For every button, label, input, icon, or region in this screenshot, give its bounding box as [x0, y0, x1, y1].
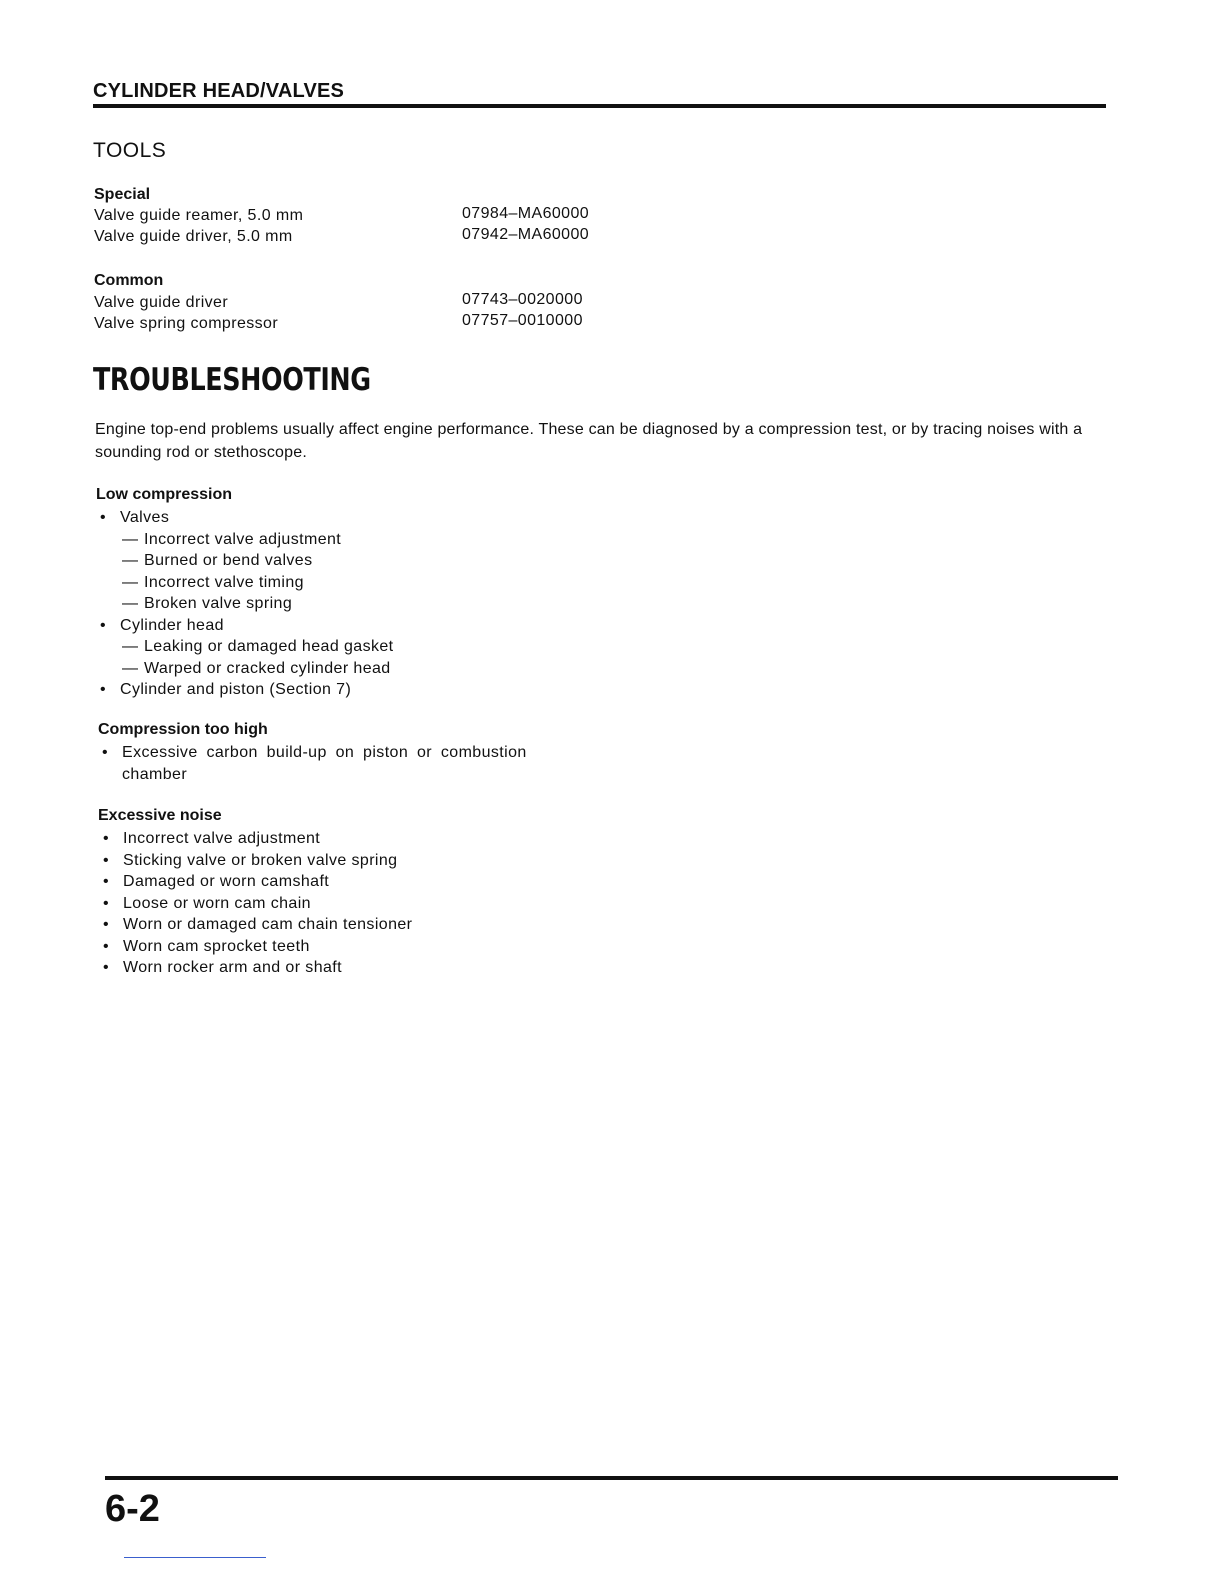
bullet-icon: • [102, 744, 109, 761]
bullet-icon: • [103, 851, 110, 869]
list-item: • Worn cam sprocket teeth [123, 936, 412, 958]
header-rule [93, 104, 1106, 108]
excessive-noise-list [103, 828, 413, 979]
troubleshooting-title: TROUBLESHOOTING [93, 362, 371, 398]
list-item: • Damaged or worn camshaft [123, 871, 412, 893]
tools-title: TOOLS [93, 139, 167, 162]
footer-rule [105, 1476, 1118, 1480]
excessive-noise-label: Excessive noise [98, 807, 222, 824]
list-item: • Sticking valve or broken valve spring [123, 850, 412, 872]
list-item: • Cylinder head [120, 615, 394, 637]
section-header: CYLINDER HEAD/VALVES [93, 80, 345, 102]
low-compression-label: Low compression [96, 486, 233, 503]
list-item: — Broken valve spring [144, 593, 394, 615]
dash-icon: — [122, 573, 139, 591]
common-tool-part: 07757–0010000 [462, 312, 583, 329]
dash-icon: — [122, 552, 139, 569]
bullet-icon: • [100, 681, 107, 698]
special-tools-label: Special [94, 186, 151, 203]
list-item: • Cylinder and piston (Section 7) [120, 679, 394, 701]
common-tools-label: Common [94, 272, 164, 289]
list-item: — Leaking or damaged head gasket [144, 636, 394, 658]
bullet-icon: • [103, 937, 110, 955]
bullet-icon: • [103, 959, 110, 976]
list-item: • Excessive carbon build-up on piston or combustion chamber [102, 744, 527, 783]
compression-high-list [102, 742, 582, 785]
dash-icon: — [122, 530, 139, 548]
special-tool-part: 07942–MA60000 [462, 226, 590, 243]
list-item: — Burned or bend valves [144, 550, 394, 572]
compression-high-label: Compression too high [98, 721, 268, 738]
low-compression-list [100, 507, 394, 701]
dash-icon: — [122, 638, 139, 655]
bullet-icon: • [103, 894, 110, 912]
bullet-icon: • [100, 509, 107, 526]
common-tool-name: Valve spring compressor [94, 315, 279, 332]
list-item: • Valves [120, 507, 394, 529]
list-item: — Warped or cracked cylinder head [144, 658, 394, 680]
bullet-icon: • [100, 616, 107, 634]
dash-icon: — [122, 659, 139, 677]
bullet-icon: • [103, 916, 110, 933]
common-tool-part: 07743–0020000 [462, 291, 583, 308]
common-tool-name: Valve guide driver [94, 294, 229, 311]
troubleshooting-intro: Engine top-end problems usually affect engine performance. These can be diagnosed by a compression test, or by tracing noises with a sounding rod or stethoscope. [95, 421, 1083, 461]
list-item: • Worn rocker arm and or shaft [123, 957, 412, 979]
list-item: — Incorrect valve timing [144, 572, 394, 594]
list-item: — Incorrect valve adjustment [144, 529, 394, 551]
link-underline[interactable] [124, 1557, 266, 1558]
special-tool-name: Valve guide driver, 5.0 mm [94, 228, 293, 245]
dash-icon: — [122, 595, 139, 612]
special-tool-name: Valve guide reamer, 5.0 mm [94, 207, 304, 224]
page-number: 6-2 [105, 1488, 160, 1530]
list-item: • Worn or damaged cam chain tensioner [123, 914, 412, 936]
bullet-icon: • [103, 830, 110, 847]
list-item: • Loose or worn cam chain [123, 893, 412, 915]
special-tool-part: 07984–MA60000 [462, 205, 590, 222]
bullet-icon: • [103, 873, 110, 890]
list-item: • Incorrect valve adjustment [123, 828, 412, 850]
